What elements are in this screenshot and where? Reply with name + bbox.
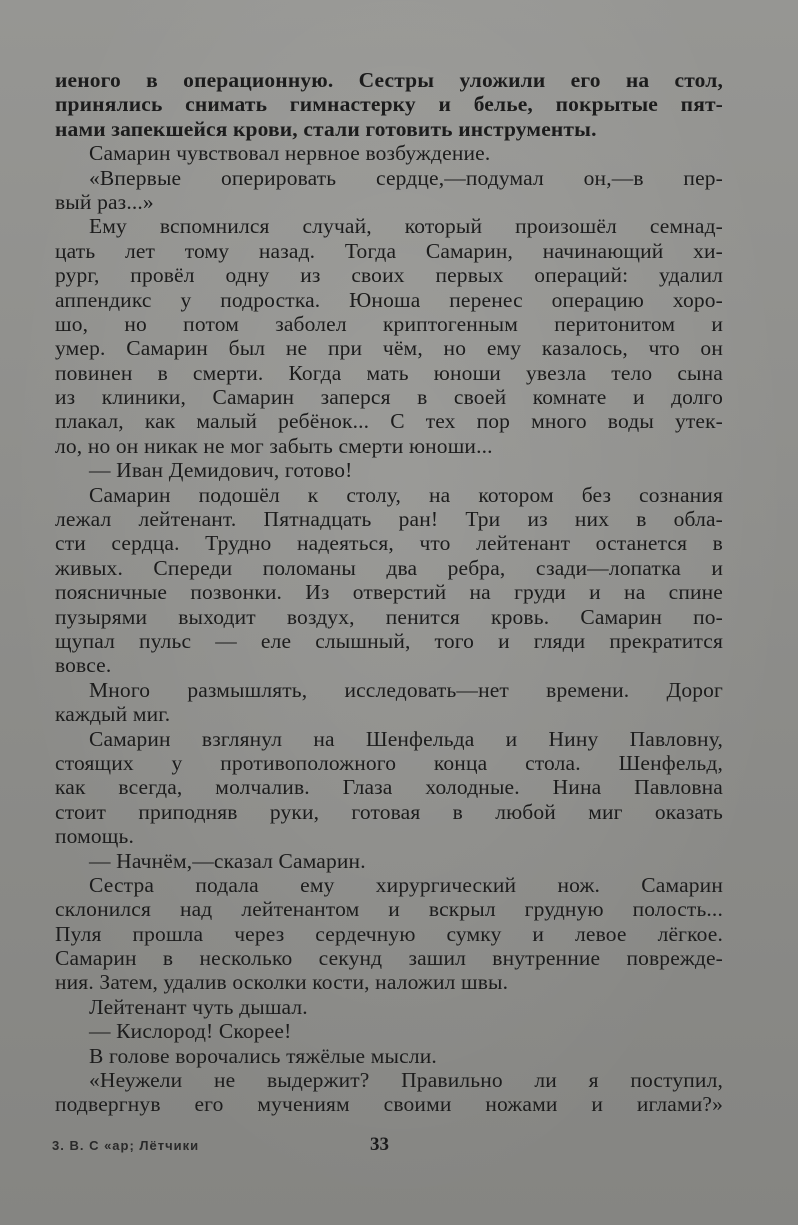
text-line: ния. Затем, удалив осколки кости, наложил швы. — [55, 970, 509, 995]
text-line: Самарин в несколько секунд зашил внутренние поврежде- — [55, 946, 723, 971]
text-line: Сестра подала ему хирургический нож. Самарин — [89, 872, 723, 897]
text-line: пузырями выходит воздух, пенится кровь. Самарин по- — [55, 604, 723, 629]
text-line: «Впервые оперировать сердце,—подумал он,—в пер- — [89, 165, 723, 190]
text-line: стоящих у противоположного конца стола. Шенфельд, — [55, 750, 723, 775]
text-line: нами запекшейся крови, стали готовить инструменты. — [55, 116, 597, 141]
text-line: «Неужели не выдержит? Правильно ли я поступил, — [89, 1068, 723, 1093]
text-line: аппендикс у подростка. Юноша перенес операцию хоро- — [55, 287, 723, 312]
text-line: рург, провёл одну из своих первых операций: удалил — [55, 263, 723, 288]
text-line: Самарин чувствовал нервное возбуждение. — [89, 141, 491, 166]
text-line: щупал пульс — еле слышный, того и гляди прекратится — [55, 628, 723, 653]
text-line: как всегда, молчалив. Глаза холодные. Нина Павловна — [55, 775, 723, 800]
page-footer — [0, 1134, 798, 1162]
printer-signature: 3. В. С «ар; Лётчики — [52, 1138, 200, 1153]
text-line: лежал лейтенант. Пятнадцать ран! Три из них в обла- — [55, 507, 723, 532]
text-line: Много размышлять, исследовать—нет времени. Дорог — [89, 677, 723, 702]
text-line: принялись снимать гимнастерку и белье, покрытые пят- — [55, 92, 723, 117]
text-line: стоит приподняв руки, готовая в любой миг оказать — [55, 799, 723, 824]
text-line: — Иван Демидович, готово! — [89, 458, 353, 483]
page-text — [55, 68, 723, 1117]
text-line: подвергнув его мучениям своими ножами и иглами?» — [55, 1092, 723, 1117]
text-line: поясничные позвонки. Из отверстий на груди и на спине — [55, 580, 723, 605]
text-line: Самарин подошёл к столу, на котором без сознания — [89, 482, 723, 507]
text-line: вовсе. — [55, 653, 112, 678]
text-line: Ему вспомнился случай, который произошёл семнад- — [89, 214, 723, 239]
text-line: Лейтенант чуть дышал. — [89, 994, 308, 1019]
text-line: вый раз...» — [55, 189, 154, 214]
text-line: плакал, как малый ребёнок... С тех пор много воды утек- — [55, 409, 723, 434]
text-line: склонился над лейтенантом и вскрыл грудную полость... — [55, 897, 723, 922]
text-line: цать лет тому назад. Тогда Самарин, начинающий хи- — [55, 238, 723, 263]
text-line: живых. Спереди поломаны два ребра, сзади—лопатка и — [55, 555, 723, 580]
text-line: — Кислород! Скорее! — [89, 1019, 292, 1044]
text-line: В голове ворочались тяжёлые мысли. — [89, 1043, 437, 1068]
text-line: Пуля прошла через сердечную сумку и левое лёгкое. — [55, 921, 723, 946]
text-line: умер. Самарин был не при чём, но ему казалось, что он — [55, 336, 723, 361]
text-line: иеного в операционную. Сестры уложили его на стол, — [55, 68, 723, 92]
text-line: каждый миг. — [55, 702, 171, 727]
page-number: 33 — [370, 1134, 389, 1155]
text-line: ло, но он никак не мог забыть смерти юноши... — [55, 433, 493, 458]
text-line: помощь. — [55, 824, 134, 849]
text-line: шо, но потом заболел криптогенным перитонитом и — [55, 311, 723, 336]
text-line: повинен в смерти. Когда мать юноши увезла тело сына — [55, 360, 723, 385]
text-line: из клиники, Самарин заперся в своей комнате и долго — [55, 385, 723, 410]
text-line: Самарин взглянул на Шенфельда и Нину Павловну, — [89, 726, 723, 751]
text-line: — Начнём,—сказал Самарин. — [89, 848, 366, 873]
text-line: сти сердца. Трудно надеяться, что лейтенант останется в — [55, 531, 723, 556]
